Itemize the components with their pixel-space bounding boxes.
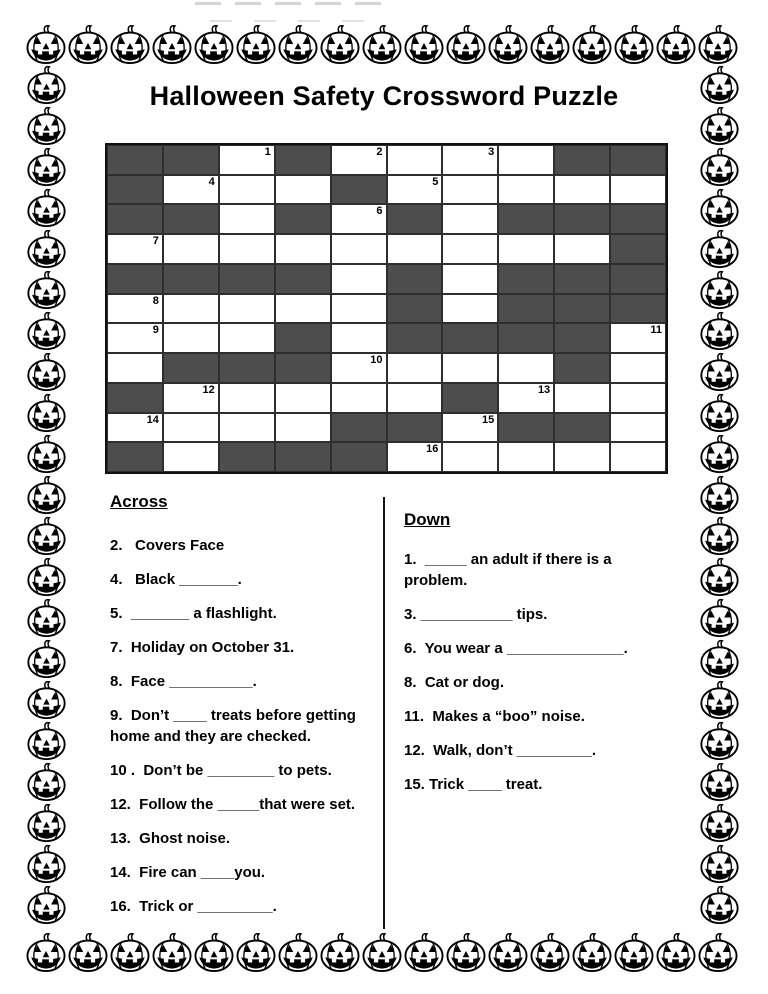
clue-column-divider <box>383 497 385 929</box>
black-cell <box>107 264 163 294</box>
pumpkin-border-top <box>25 24 739 64</box>
grid-cell <box>442 264 498 294</box>
jack-o-lantern-pumpkin-icon <box>235 932 277 972</box>
grid-cell <box>275 294 331 324</box>
cell-number-2: 2 <box>376 146 383 158</box>
across-clues-section <box>110 492 378 930</box>
jack-o-lantern-pumpkin-icon <box>699 310 740 351</box>
clue-down-11: 11. Makes a “boo” noise. <box>404 708 585 725</box>
grid-cell <box>107 353 163 383</box>
grid-cell <box>498 234 554 264</box>
grid-cell <box>498 383 554 413</box>
jack-o-lantern-pumpkin-icon <box>67 24 109 64</box>
grid-cell <box>442 204 498 234</box>
grid-cell <box>387 234 443 264</box>
grid-cell <box>331 323 387 353</box>
jack-o-lantern-pumpkin-icon <box>26 638 67 679</box>
down-heading: Down <box>404 510 451 529</box>
jack-o-lantern-pumpkin-icon <box>26 187 67 228</box>
scan-artifact-line <box>195 2 391 5</box>
black-cell <box>331 175 387 205</box>
black-cell <box>275 145 331 175</box>
jack-o-lantern-pumpkin-icon <box>445 932 487 972</box>
jack-o-lantern-pumpkin-icon <box>26 228 67 269</box>
jack-o-lantern-pumpkin-icon <box>699 474 740 515</box>
jack-o-lantern-pumpkin-icon <box>655 932 697 972</box>
cell-number-5: 5 <box>432 175 439 188</box>
black-cell <box>219 264 275 294</box>
black-cell <box>275 353 331 383</box>
grid-cell <box>163 442 219 472</box>
clue-across-13: 13. Ghost noise. <box>110 830 231 847</box>
jack-o-lantern-pumpkin-icon <box>26 597 67 638</box>
jack-o-lantern-pumpkin-icon <box>26 556 67 597</box>
grid-cell <box>219 175 275 205</box>
jack-o-lantern-pumpkin-icon <box>26 433 67 474</box>
grid-cell <box>331 294 387 324</box>
grid-cell <box>107 294 163 324</box>
down-clues-section <box>404 510 676 808</box>
black-cell <box>554 413 610 443</box>
clue-down-8: 8. Cat or dog. <box>404 674 505 691</box>
jack-o-lantern-pumpkin-icon <box>319 24 361 64</box>
jack-o-lantern-pumpkin-icon <box>361 24 403 64</box>
grid-cell <box>498 145 554 175</box>
jack-o-lantern-pumpkin-icon <box>26 146 67 187</box>
black-cell <box>163 145 219 175</box>
grid-cell <box>331 204 387 234</box>
black-cell <box>610 264 666 294</box>
grid-cell <box>275 175 331 205</box>
grid-cell <box>442 353 498 383</box>
grid-cell <box>442 294 498 324</box>
jack-o-lantern-pumpkin-icon <box>25 24 67 64</box>
black-cell <box>554 294 610 324</box>
down-clue-list <box>404 549 676 795</box>
grid-cell <box>163 413 219 443</box>
grid-cell <box>554 442 610 472</box>
jack-o-lantern-pumpkin-icon <box>699 351 740 392</box>
cell-number-7: 7 <box>152 235 159 248</box>
jack-o-lantern-pumpkin-icon <box>613 932 655 972</box>
jack-o-lantern-pumpkin-icon <box>26 720 67 761</box>
jack-o-lantern-pumpkin-icon <box>67 932 109 972</box>
jack-o-lantern-pumpkin-icon <box>151 24 193 64</box>
jack-o-lantern-pumpkin-icon <box>699 392 740 433</box>
jack-o-lantern-pumpkin-icon <box>26 802 67 843</box>
clue-across-8: 8. Face __________. <box>110 673 257 690</box>
jack-o-lantern-pumpkin-icon <box>529 932 571 972</box>
jack-o-lantern-pumpkin-icon <box>193 24 235 64</box>
black-cell <box>610 204 666 234</box>
grid-cell <box>219 294 275 324</box>
jack-o-lantern-pumpkin-icon <box>699 228 740 269</box>
jack-o-lantern-pumpkin-icon <box>151 932 193 972</box>
jack-o-lantern-pumpkin-icon <box>699 433 740 474</box>
black-cell <box>275 442 331 472</box>
black-cell <box>331 442 387 472</box>
grid-cell <box>275 413 331 443</box>
jack-o-lantern-pumpkin-icon <box>571 24 613 64</box>
cell-number-1: 1 <box>264 146 271 158</box>
grid-cell <box>331 145 387 175</box>
black-cell <box>610 145 666 175</box>
clue-across-5: 5. _______ a flashlight. <box>110 605 277 622</box>
jack-o-lantern-pumpkin-icon <box>403 932 445 972</box>
black-cell <box>387 264 443 294</box>
cell-number-4: 4 <box>208 175 215 188</box>
jack-o-lantern-pumpkin-icon <box>699 269 740 310</box>
across-heading: Across <box>110 492 168 511</box>
clue-down-3: 3. ___________ tips. <box>404 606 548 623</box>
black-cell <box>610 234 666 264</box>
grid-cell <box>387 442 443 472</box>
grid-cell <box>554 383 610 413</box>
pumpkin-border-right <box>699 64 740 925</box>
black-cell <box>442 383 498 413</box>
grid-cell <box>442 175 498 205</box>
black-cell <box>387 323 443 353</box>
jack-o-lantern-pumpkin-icon <box>699 802 740 843</box>
grid-cell <box>275 383 331 413</box>
grid-cell <box>554 175 610 205</box>
grid-cell <box>331 353 387 383</box>
grid-cell <box>554 234 610 264</box>
black-cell <box>610 294 666 324</box>
cell-number-11: 11 <box>650 324 662 337</box>
jack-o-lantern-pumpkin-icon <box>235 24 277 64</box>
black-cell <box>163 204 219 234</box>
black-cell <box>107 145 163 175</box>
across-clue-list <box>110 535 378 917</box>
jack-o-lantern-pumpkin-icon <box>277 24 319 64</box>
black-cell <box>275 323 331 353</box>
cell-number-15: 15 <box>482 413 495 426</box>
jack-o-lantern-pumpkin-icon <box>26 351 67 392</box>
jack-o-lantern-pumpkin-icon <box>699 720 740 761</box>
black-cell <box>107 175 163 205</box>
jack-o-lantern-pumpkin-icon <box>699 515 740 556</box>
clue-across-2: 2. Covers Face <box>110 537 225 554</box>
black-cell <box>554 323 610 353</box>
jack-o-lantern-pumpkin-icon <box>699 843 740 884</box>
grid-cell <box>163 175 219 205</box>
cell-number-3: 3 <box>488 146 495 158</box>
grid-cell <box>331 264 387 294</box>
black-cell <box>163 353 219 383</box>
scan-artifact-line-2 <box>210 20 380 22</box>
grid-cell <box>219 204 275 234</box>
grid-cell <box>610 323 666 353</box>
jack-o-lantern-pumpkin-icon <box>699 761 740 802</box>
jack-o-lantern-pumpkin-icon <box>26 474 67 515</box>
jack-o-lantern-pumpkin-icon <box>26 843 67 884</box>
jack-o-lantern-pumpkin-icon <box>319 932 361 972</box>
grid-cell <box>219 145 275 175</box>
black-cell <box>498 413 554 443</box>
clue-across-4: 4. Black _______. <box>110 571 242 588</box>
grid-cell <box>387 353 443 383</box>
jack-o-lantern-pumpkin-icon <box>487 932 529 972</box>
crossword-grid <box>105 143 668 474</box>
cell-number-13: 13 <box>537 383 551 396</box>
jack-o-lantern-pumpkin-icon <box>613 24 655 64</box>
cell-number-16: 16 <box>426 443 439 456</box>
clue-across-9: 9. Don’t ____ treats before getting home and they are checked. <box>110 707 361 745</box>
cell-number-14: 14 <box>146 413 159 426</box>
grid-cell <box>107 323 163 353</box>
clue-down-6: 6. You wear a ______________. <box>404 640 628 657</box>
cell-number-9: 9 <box>152 324 159 337</box>
black-cell <box>498 323 554 353</box>
grid-cell <box>163 234 219 264</box>
jack-o-lantern-pumpkin-icon <box>699 884 740 925</box>
grid-cell <box>163 383 219 413</box>
grid-cell <box>163 323 219 353</box>
grid-cell <box>163 294 219 324</box>
grid-cell <box>442 413 498 443</box>
black-cell <box>107 442 163 472</box>
black-cell <box>498 204 554 234</box>
cell-number-12: 12 <box>202 383 215 396</box>
grid-cell <box>498 442 554 472</box>
grid-cell <box>219 383 275 413</box>
black-cell <box>219 442 275 472</box>
jack-o-lantern-pumpkin-icon <box>26 310 67 351</box>
black-cell <box>387 413 443 443</box>
grid-cell <box>442 234 498 264</box>
jack-o-lantern-pumpkin-icon <box>25 932 67 972</box>
jack-o-lantern-pumpkin-icon <box>361 932 403 972</box>
jack-o-lantern-pumpkin-icon <box>699 187 740 228</box>
black-cell <box>498 294 554 324</box>
jack-o-lantern-pumpkin-icon <box>26 392 67 433</box>
clue-across-12: 12. Follow the _____that were set. <box>110 796 356 813</box>
jack-o-lantern-pumpkin-icon <box>655 24 697 64</box>
grid-cell <box>498 353 554 383</box>
clue-across-7: 7. Holiday on October 31. <box>110 639 295 656</box>
cell-number-8: 8 <box>152 294 159 307</box>
black-cell <box>163 264 219 294</box>
black-cell <box>554 264 610 294</box>
jack-o-lantern-pumpkin-icon <box>26 515 67 556</box>
grid-cell <box>331 383 387 413</box>
black-cell <box>107 383 163 413</box>
clue-down-15: 15. Trick ____ treat. <box>404 776 543 793</box>
black-cell <box>387 294 443 324</box>
grid-cell <box>610 442 666 472</box>
jack-o-lantern-pumpkin-icon <box>109 932 151 972</box>
black-cell <box>107 204 163 234</box>
jack-o-lantern-pumpkin-icon <box>697 24 739 64</box>
black-cell <box>275 264 331 294</box>
grid-cell <box>610 413 666 443</box>
clue-across-14: 14. Fire can ____you. <box>110 864 266 881</box>
jack-o-lantern-pumpkin-icon <box>109 24 151 64</box>
black-cell <box>331 413 387 443</box>
cell-number-6: 6 <box>376 205 383 218</box>
jack-o-lantern-pumpkin-icon <box>193 932 235 972</box>
grid-cell <box>387 383 443 413</box>
black-cell <box>554 145 610 175</box>
grid-cell <box>442 145 498 175</box>
grid-cell <box>442 442 498 472</box>
grid-cell <box>107 234 163 264</box>
clue-down-12: 12. Walk, don’t _________. <box>404 742 597 759</box>
jack-o-lantern-pumpkin-icon <box>571 932 613 972</box>
grid-cell <box>219 323 275 353</box>
grid-cell <box>387 145 443 175</box>
grid-cell <box>275 234 331 264</box>
grid-cell <box>219 234 275 264</box>
black-cell <box>275 204 331 234</box>
grid-cell <box>331 234 387 264</box>
black-cell <box>387 204 443 234</box>
jack-o-lantern-pumpkin-icon <box>445 24 487 64</box>
clue-across-16: 16. Trick or _________. <box>110 898 277 915</box>
jack-o-lantern-pumpkin-icon <box>529 24 571 64</box>
grid-cell <box>107 413 163 443</box>
jack-o-lantern-pumpkin-icon <box>26 884 67 925</box>
clue-across-10: 10 . Don’t be ________ to pets. <box>110 762 332 779</box>
jack-o-lantern-pumpkin-icon <box>277 932 319 972</box>
pumpkin-border-left <box>26 64 67 925</box>
jack-o-lantern-pumpkin-icon <box>26 761 67 802</box>
pumpkin-border-bottom <box>25 932 739 972</box>
grid-cell <box>219 413 275 443</box>
grid-cell <box>610 175 666 205</box>
black-cell <box>219 353 275 383</box>
black-cell <box>498 264 554 294</box>
page-title: Halloween Safety Crossword Puzzle <box>149 81 619 111</box>
black-cell <box>554 204 610 234</box>
black-cell <box>554 353 610 383</box>
jack-o-lantern-pumpkin-icon <box>487 24 529 64</box>
jack-o-lantern-pumpkin-icon <box>26 679 67 720</box>
jack-o-lantern-pumpkin-icon <box>26 269 67 310</box>
jack-o-lantern-pumpkin-icon <box>699 556 740 597</box>
black-cell <box>442 323 498 353</box>
jack-o-lantern-pumpkin-icon <box>699 679 740 720</box>
jack-o-lantern-pumpkin-icon <box>699 597 740 638</box>
grid-cell <box>387 175 443 205</box>
jack-o-lantern-pumpkin-icon <box>697 932 739 972</box>
clue-down-1: 1. _____ an adult if there is a problem. <box>404 551 616 589</box>
jack-o-lantern-pumpkin-icon <box>403 24 445 64</box>
grid-cell <box>610 353 666 383</box>
grid-cell <box>610 383 666 413</box>
jack-o-lantern-pumpkin-icon <box>699 638 740 679</box>
jack-o-lantern-pumpkin-icon <box>699 146 740 187</box>
grid-cell <box>498 175 554 205</box>
cell-number-10: 10 <box>370 354 383 367</box>
